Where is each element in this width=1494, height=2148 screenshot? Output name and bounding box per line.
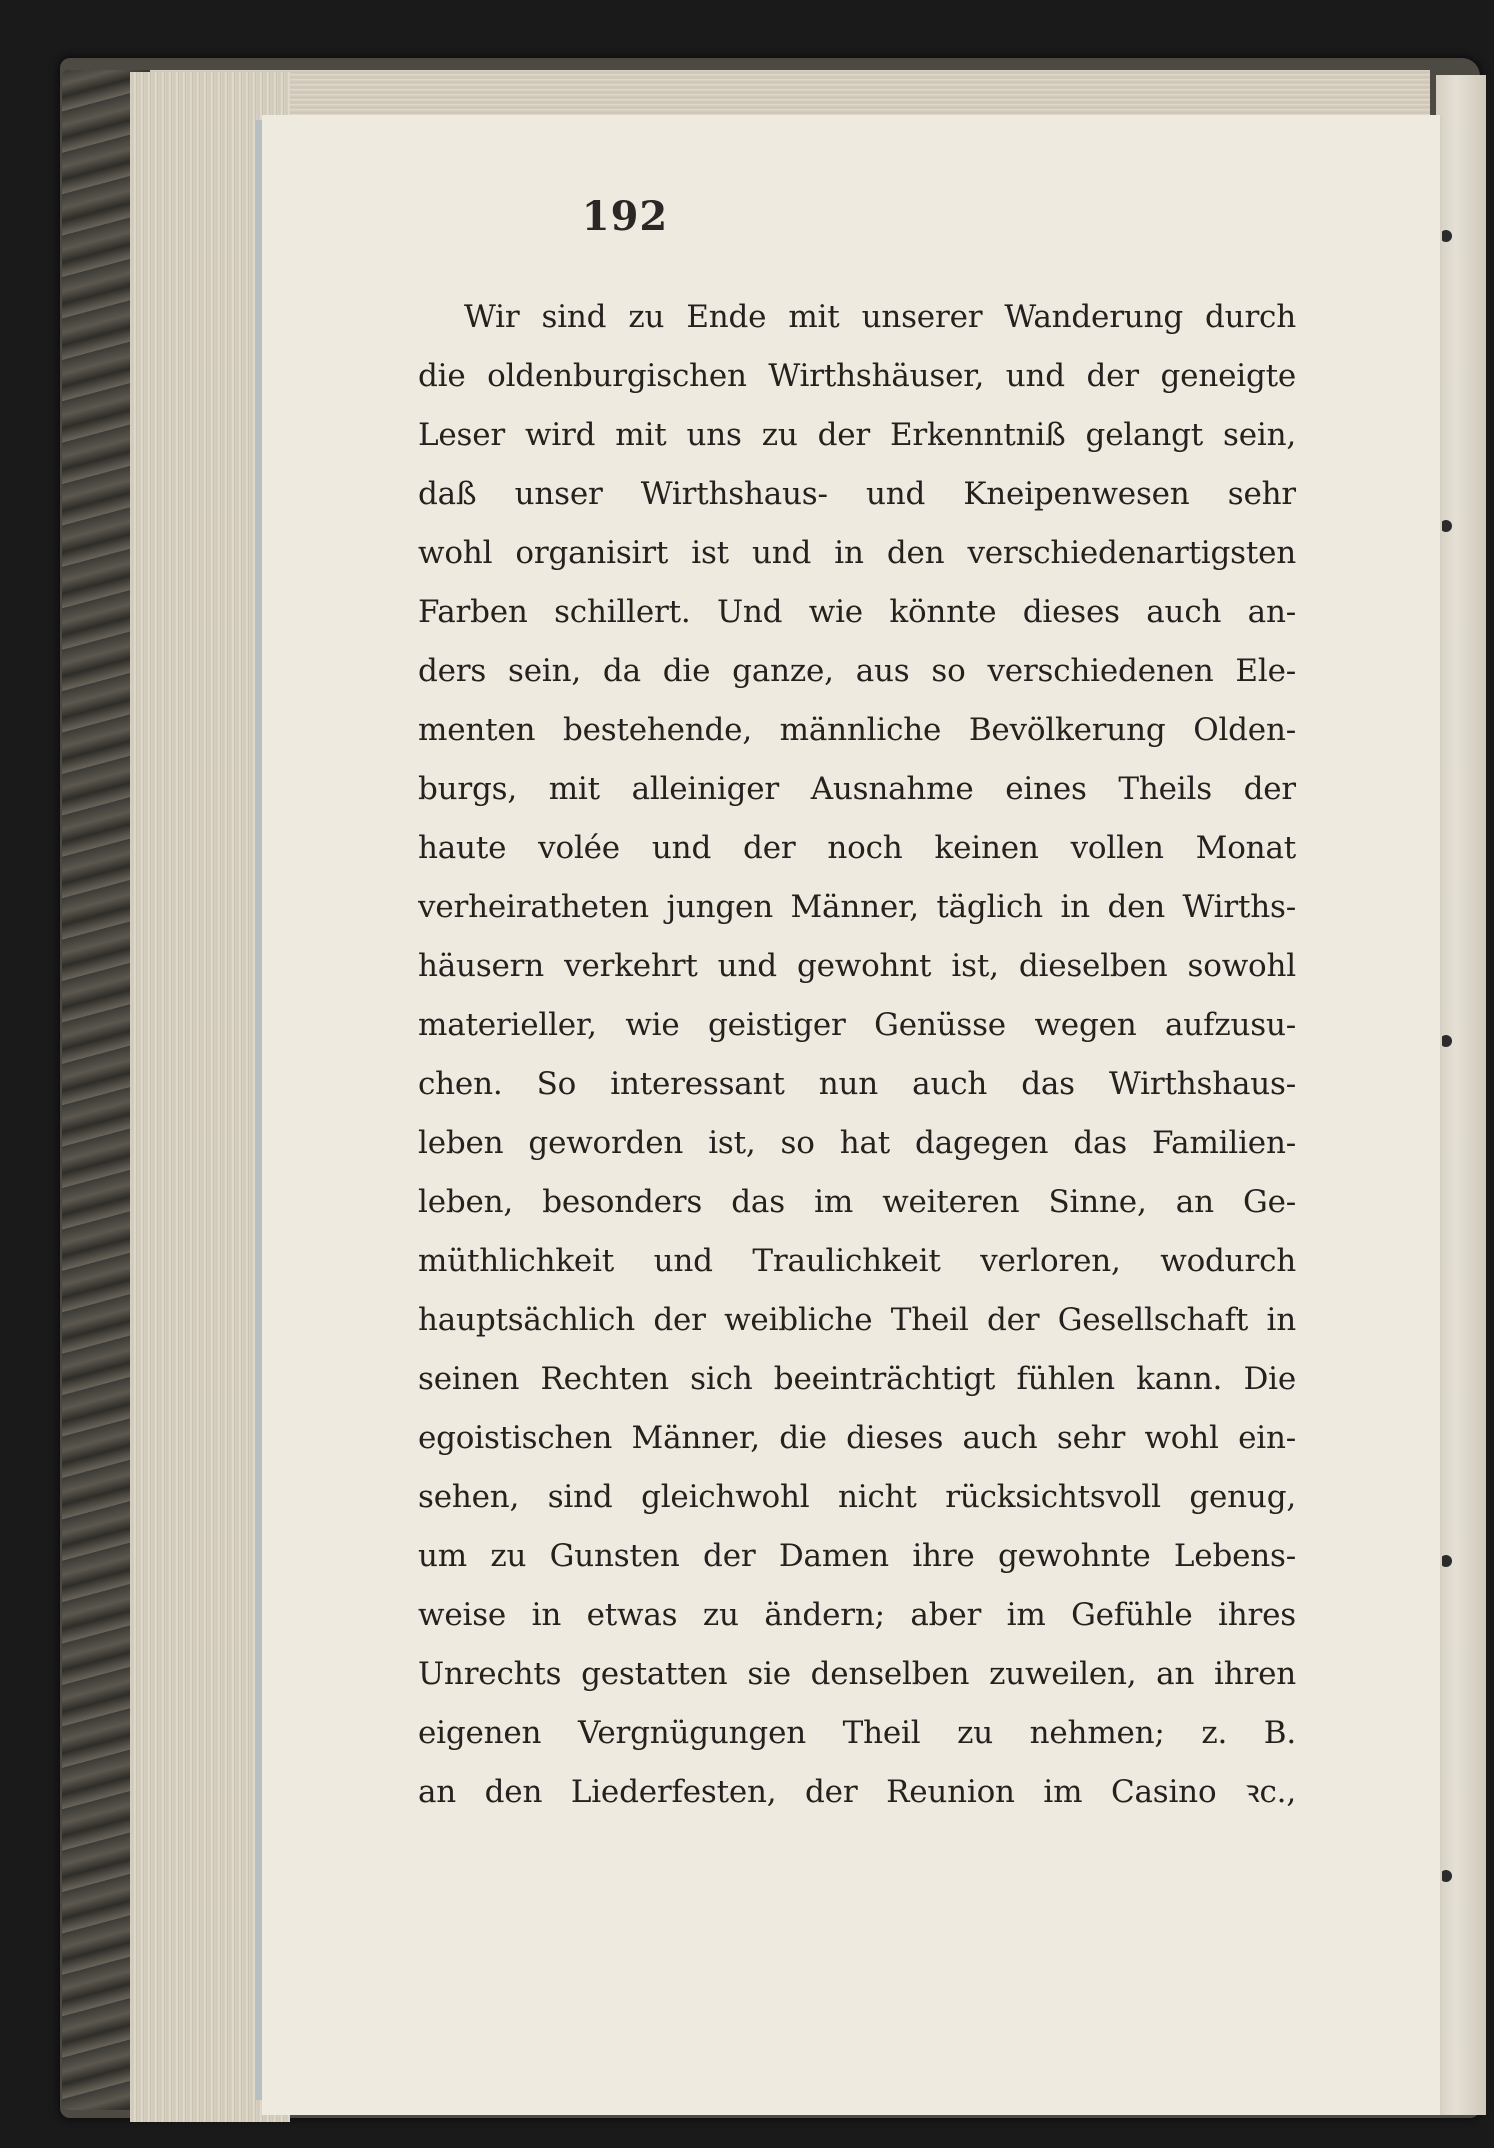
- text-line: Farben schillert. Und wie könnte dieses auch an-: [418, 594, 1296, 630]
- text-line: eigenen Vergnügungen Theil zu nehmen; z. B.: [418, 1715, 1296, 1751]
- text-line: burgs, mit alleiniger Ausnahme eines Theils der: [418, 771, 1296, 807]
- text-line: ders sein, da die ganze, aus so verschiedenen Ele-: [418, 653, 1296, 689]
- text-line: Leser wird mit uns zu der Erkenntniß gelangt sein,: [418, 417, 1296, 453]
- text-line: leben, besonders das im weiteren Sinne, an Ge-: [418, 1184, 1296, 1220]
- text-line: daß unser Wirthshaus- und Kneipenwesen sehr: [418, 476, 1296, 512]
- text-line: um zu Gunsten der Damen ihre gewohnte Lebens-: [418, 1538, 1296, 1574]
- text-line: Unrechts gestatten sie denselben zuweilen, an ihren: [418, 1656, 1296, 1692]
- text-line: häusern verkehrt und gewohnt ist, dieselben sowohl: [418, 948, 1296, 984]
- text-line: an den Liederfesten, der Reunion im Casino ꝛc.,: [418, 1774, 1296, 1810]
- text-line: egoistischen Männer, die dieses auch sehr wohl ein-: [418, 1420, 1296, 1456]
- text-line: weise in etwas zu ändern; aber im Gefühle ihres: [418, 1597, 1296, 1633]
- text-line: sehen, sind gleichwohl nicht rücksichtsvoll genug,: [418, 1479, 1296, 1515]
- page-text: [418, 288, 1296, 1822]
- page-number: 192: [581, 193, 669, 240]
- text-line: seinen Rechten sich beeinträchtigt fühlen kann. Die: [418, 1361, 1296, 1397]
- text-line: verheiratheten jungen Männer, täglich in den Wirths-: [418, 889, 1296, 925]
- text-line: Wir sind zu Ende mit unserer Wanderung durch: [464, 299, 1296, 335]
- text-line: müthlichkeit und Traulichkeit verloren, wodurch: [418, 1243, 1296, 1279]
- facing-leaf-edge: [1436, 75, 1486, 2115]
- text-line: haute volée und der noch keinen vollen Monat: [418, 830, 1296, 866]
- text-line: chen. So interessant nun auch das Wirthshaus-: [418, 1066, 1296, 1102]
- text-line: die oldenburgischen Wirthshäuser, und der geneigte: [418, 358, 1296, 394]
- text-line: leben geworden ist, so hat dagegen das Familien-: [418, 1125, 1296, 1161]
- text-line: menten bestehende, männliche Bevölkerung Olden-: [418, 712, 1296, 748]
- text-line: wohl organisirt ist und in den verschiedenartigsten: [418, 535, 1296, 571]
- text-line: materieller, wie geistiger Genüsse wegen aufzusu-: [418, 1007, 1296, 1043]
- text-line: hauptsächlich der weibliche Theil der Gesellschaft in: [418, 1302, 1296, 1338]
